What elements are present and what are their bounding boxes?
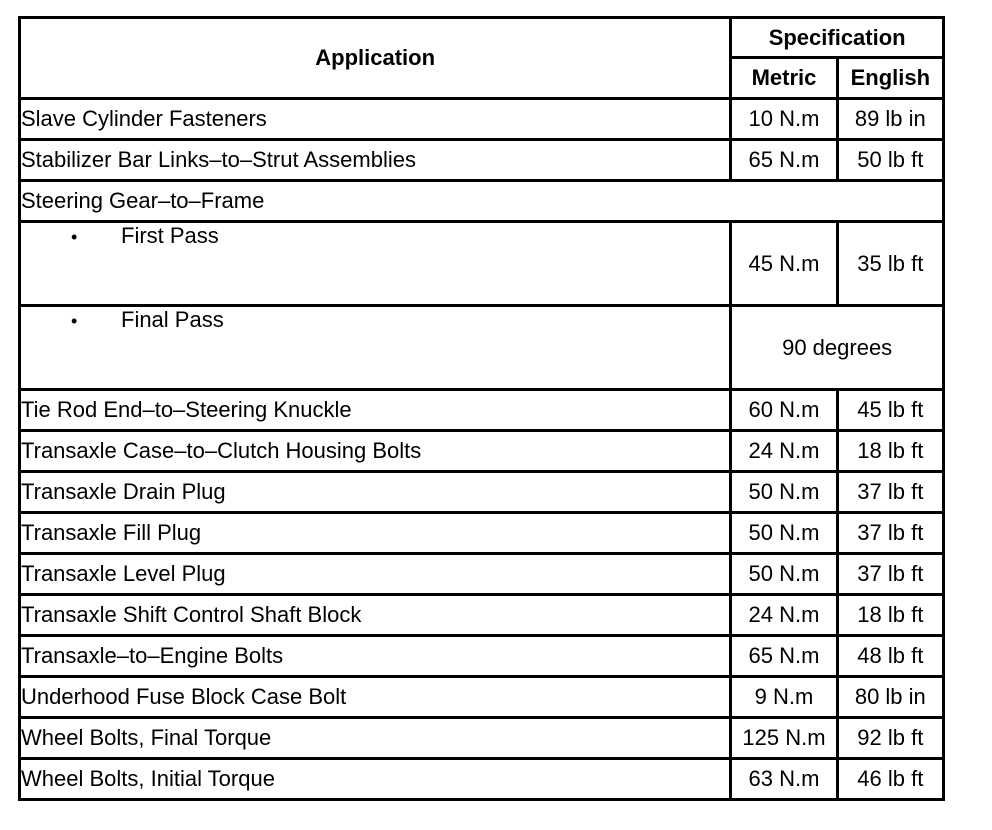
application-cell: Transaxle Case–to–Clutch Housing Bolts [20,431,731,472]
header-specification: Specification [731,18,944,58]
english-cell: 37 lb ft [837,472,943,513]
application-subitem-cell [20,222,731,306]
application-cell: Transaxle Shift Control Shaft Block [20,595,731,636]
metric-cell: 45 N.m [731,222,837,306]
metric-cell: 24 N.m [731,595,837,636]
application-cell: Transaxle Fill Plug [20,513,731,554]
application-cell: Steering Gear–to–Frame [20,181,944,222]
metric-cell: 60 N.m [731,390,837,431]
bullet-icon: • [71,227,78,247]
metric-cell: 9 N.m [731,677,837,718]
application-cell: Wheel Bolts, Initial Torque [20,759,731,800]
header-metric: Metric [731,58,837,99]
table-row [20,636,944,677]
application-cell: Slave Cylinder Fasteners [20,99,731,140]
english-cell: 89 lb in [837,99,943,140]
table-row [20,472,944,513]
table-row [20,140,944,181]
table-row [20,222,944,306]
bullet-icon: • [71,311,78,331]
table-row [20,431,944,472]
metric-cell: 65 N.m [731,636,837,677]
application-cell: Wheel Bolts, Final Torque [20,718,731,759]
english-cell: 80 lb in [837,677,943,718]
table-row [20,99,944,140]
table-row [20,306,944,390]
header-english: English [837,58,943,99]
english-cell: 48 lb ft [837,636,943,677]
english-cell: 50 lb ft [837,140,943,181]
metric-cell: 24 N.m [731,431,837,472]
english-cell: 46 lb ft [837,759,943,800]
metric-cell: 50 N.m [731,472,837,513]
english-cell: 18 lb ft [837,595,943,636]
metric-cell: 65 N.m [731,140,837,181]
application-cell: Stabilizer Bar Links–to–Strut Assemblies [20,140,731,181]
subitem-label: First Pass [121,223,219,248]
english-cell: 37 lb ft [837,513,943,554]
spec-merged-cell: 90 degrees [731,306,944,390]
table-row [20,390,944,431]
english-cell: 35 lb ft [837,222,943,306]
subitem-label: Final Pass [121,307,224,332]
table-row [20,181,944,222]
table-row [20,513,944,554]
metric-cell: 125 N.m [731,718,837,759]
table-row [20,718,944,759]
application-cell: Transaxle Drain Plug [20,472,731,513]
english-cell: 37 lb ft [837,554,943,595]
metric-cell: 50 N.m [731,554,837,595]
application-subitem-cell [20,306,731,390]
english-cell: 45 lb ft [837,390,943,431]
english-cell: 92 lb ft [837,718,943,759]
application-cell: Underhood Fuse Block Case Bolt [20,677,731,718]
torque-spec-table [18,16,945,801]
table-row [20,554,944,595]
metric-cell: 50 N.m [731,513,837,554]
application-cell: Transaxle–to–Engine Bolts [20,636,731,677]
english-cell: 18 lb ft [837,431,943,472]
metric-cell: 63 N.m [731,759,837,800]
table-row [20,759,944,800]
metric-cell: 10 N.m [731,99,837,140]
table-row [20,677,944,718]
table-row [20,595,944,636]
application-cell: Tie Rod End–to–Steering Knuckle [20,390,731,431]
application-cell: Transaxle Level Plug [20,554,731,595]
header-application: Application [20,18,731,99]
